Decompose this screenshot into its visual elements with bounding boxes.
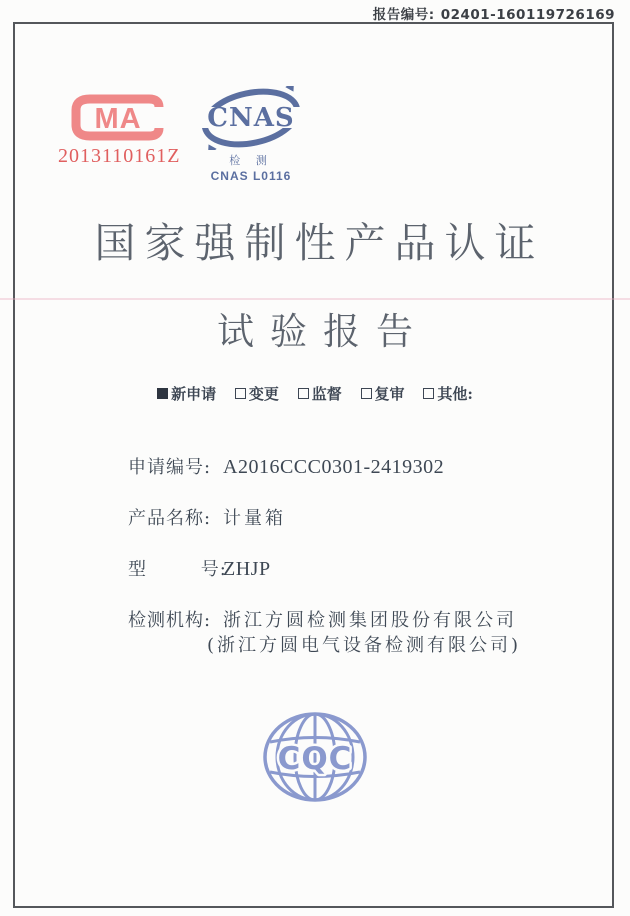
field-value: (浙江方圆电气设备检测有限公司) [207,635,522,656]
field-label: 申请编号: [128,457,212,478]
svg-text:CNAS: CNAS [207,103,295,133]
application-type-item [235,383,279,404]
field-value: 计量箱 [223,508,286,529]
report-subtitle: 试验报告 [217,310,429,353]
svg-text:MA: MA [94,103,142,135]
cnas-logo-icon [199,86,303,150]
field-value: 浙江方圆检测集团股份有限公司 [223,610,517,631]
application-type-label: 监督 [311,385,342,403]
application-type-label: 其他: [437,385,473,403]
field-model [128,555,271,581]
application-type-box-2 [298,388,309,399]
application-type-item [157,383,216,404]
svg-text:CQC: CQC [277,741,353,777]
report-title: 国家强制性产品认证 [94,219,545,267]
report-number [373,3,615,23]
application-type-box-0 [157,388,168,399]
report-number-label: 报告编号: [372,7,435,23]
cqc-logo-block [262,711,368,807]
application-type-label: 新申请 [171,385,217,403]
field-label: 检测机构: [128,610,212,631]
report-number-value: 02401-160119726169 [440,7,615,23]
application-type-item [361,383,405,404]
cma-logo-icon [69,94,167,141]
cma-logo-block [58,94,181,168]
application-type-box-1 [235,388,246,399]
field-test-organization-line2 [207,631,521,657]
cnas-caption: 检 测 [229,154,273,167]
application-type-item [423,383,473,404]
application-type-box-3 [361,388,372,399]
field-product-name [128,504,286,530]
application-type-box-4 [423,388,434,399]
cma-license-number: 2013110161Z [58,145,181,167]
cqc-globe-icon [262,711,368,803]
application-type-label: 变更 [248,385,279,403]
field-value: A2016CCC0301-2419302 [223,456,445,478]
field-label: 产品名称: [128,508,212,529]
field-value: ZHJP [223,558,271,580]
field-label: 型 号: [128,559,227,580]
application-type-item [298,383,342,404]
cnas-logo-block [196,86,306,183]
field-test-organization [128,606,517,632]
cnas-accreditation-number: CNAS L0116 [210,169,292,183]
field-application-number [128,453,444,479]
application-type-label: 复审 [374,385,405,403]
application-type-line [0,383,630,404]
